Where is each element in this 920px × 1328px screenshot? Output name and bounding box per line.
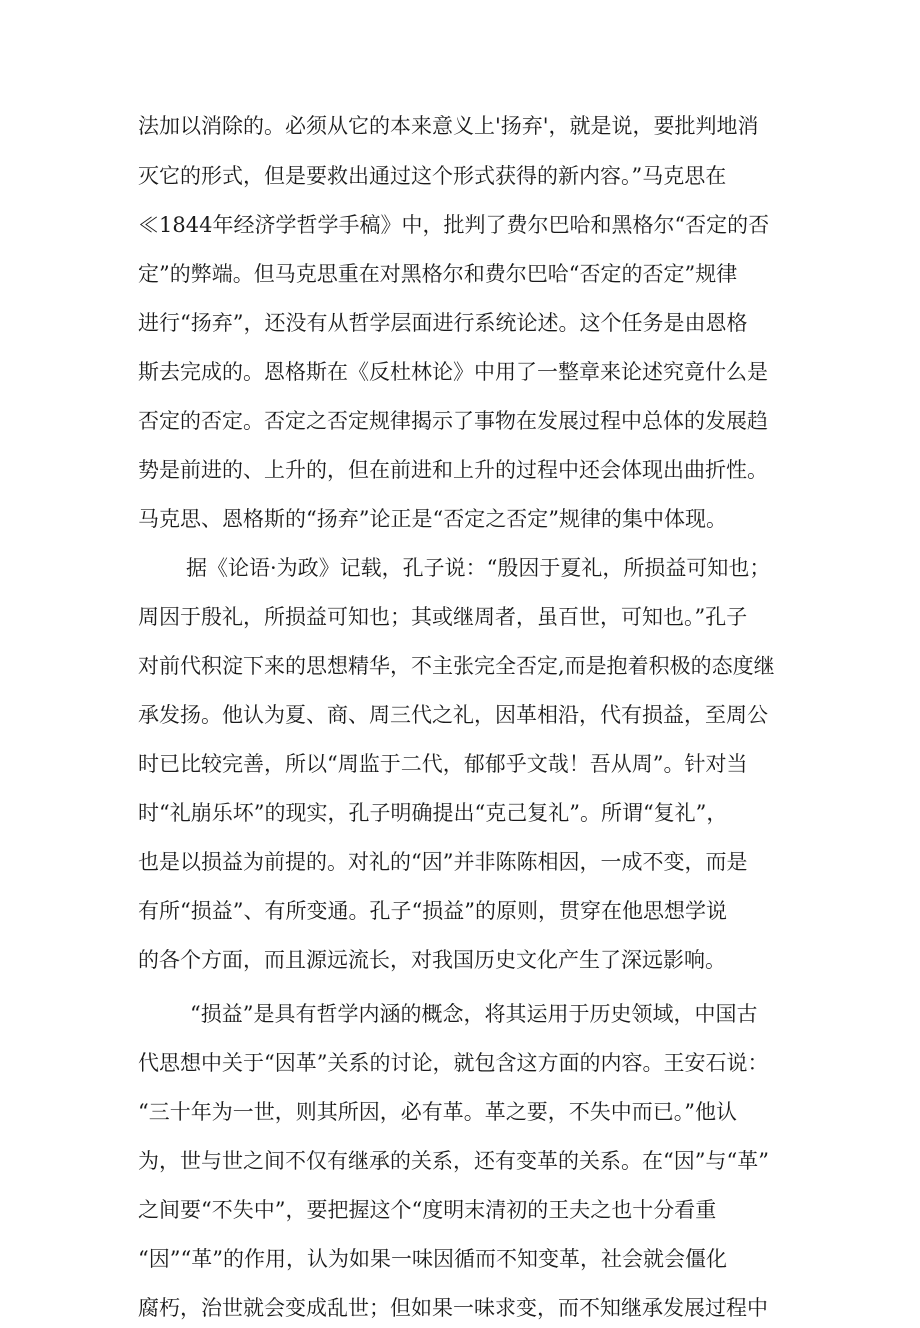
text-line: 为，世与世之间不仅有继承的关系，还有变革的关系。在“因”与“革” [138,1149,769,1173]
text-line: 斯去完成的。恩格斯在《反杜林论》中用了一整章来论述究竟什么是 [138,360,768,384]
text-line: 据《论语·为政》记载，孔子说：“殷因于夏礼，所损益可知也； [186,556,771,580]
text-line: 也是以损益为前提的。对礼的“因”并非陈陈相因，一成不变，而是 [138,850,748,874]
text-line: “损益”是具有哲学内涵的概念，将其运用于历史领域，中国古 [190,1002,758,1026]
text-line: 法加以消除的。必须从它的本来意义上'扬弃'，就是说，要批判地消 [138,114,759,138]
text-line: 灭它的形式，但是要救出通过这个形式获得的新内容。”马克思在 [138,164,727,188]
text-line: 定”的弊端。但马克思重在对黑格尔和费尔巴哈“否定的否定”规律 [138,262,738,286]
text-line: 的各个方面，而且源远流长，对我国历史文化产生了深远影响。 [138,948,726,972]
text-line: “因”“革”的作用，认为如果一味因循而不知变革，社会就会僵化 [138,1247,727,1271]
text-line: 腐朽，治世就会变成乱世；但如果一味求变，而不知继承发展过程中 [138,1296,768,1320]
text-line: 之间要“不失中”，要把握这个“度明末清初的王夫之也十分看重 [138,1198,717,1222]
text-line: 周因于殷礼，所损益可知也；其或继周者，虽百世，可知也。”孔子 [138,605,748,629]
text-line: 进行“扬弃”，还没有从哲学层面进行系统论述。这个任务是由恩格 [138,311,748,335]
text-line: 时已比较完善，所以“周监于二代，郁郁乎文哉！吾从周”。针对当 [138,752,748,776]
text-line: 时“礼崩乐坏”的现实，孔子明确提出“克己复礼”。所谓“复礼”， [138,801,728,825]
text-line: 代思想中关于“因革”关系的讨论，就包含这方面的内容。王安石说： [138,1051,769,1075]
text-line: “三十年为一世，则其所因，必有革。革之要，不失中而已。”他认 [138,1100,737,1124]
text-line: 势是前进的、上升的，但在前进和上升的过程中还会体现出曲折性。 [138,458,768,482]
text-line: 对前代积淀下来的思想精华，不主张完全否定,而是抱着积极的态度继 [138,654,775,678]
text-line: 否定的否定。否定之否定规律揭示了事物在发展过程中总体的发展趋 [138,409,768,433]
text-line: 有所“损益”、有所变通。孔子“损益”的原则，贯穿在他思想学说 [138,899,727,923]
text-line: 承发扬。他认为夏、商、周三代之礼，因革相沿，代有损益，至周公 [138,703,768,727]
text-line: ≪1844年经济学哲学手稿》中，批判了费尔巴哈和黑格尔“否定的否 [138,213,770,237]
text-line: 马克思、恩格斯的“扬弃”论正是“否定之否定”规律的集中体现。 [138,507,727,531]
